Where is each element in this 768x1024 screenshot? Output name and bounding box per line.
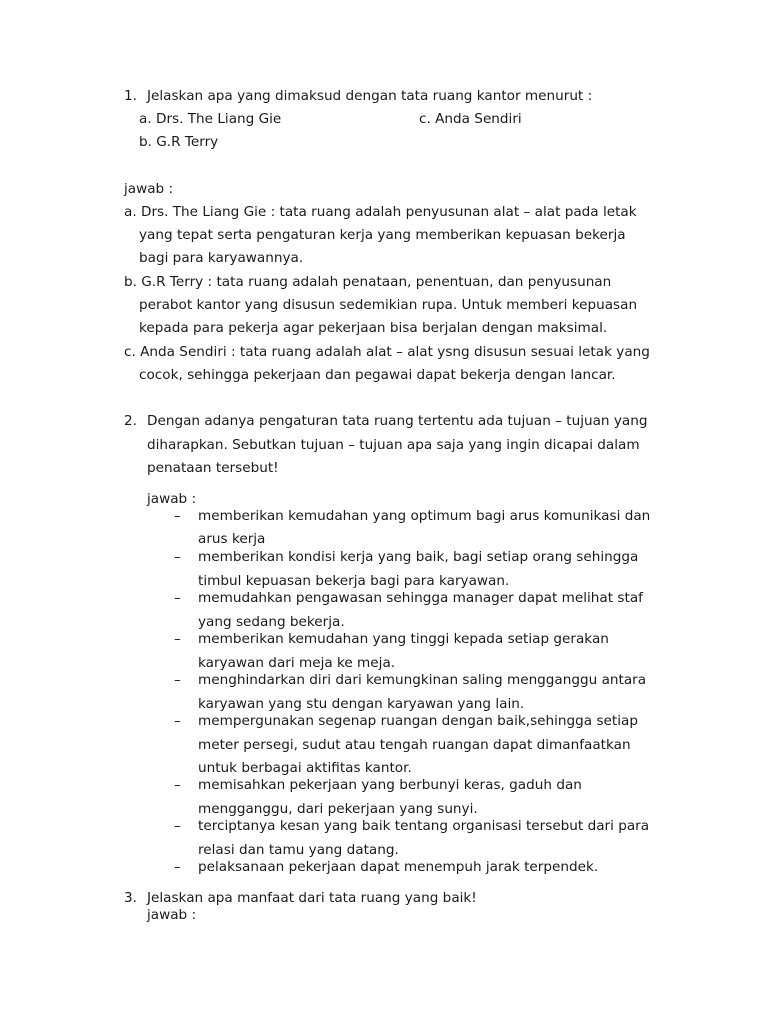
q1-answer-label: jawab : [124, 181, 174, 197]
q2-item-line: yang sedang bekerja. [198, 614, 345, 630]
q1-answer-a-line: bagi para karyawannya. [139, 250, 304, 266]
q2-item-line: relasi dan tamu yang datang. [198, 842, 399, 858]
q2-item-line: menghindarkan diri dari kemungkinan saling mengganggu antara [198, 672, 647, 688]
q2-question-line: Dengan adanya pengaturan tata ruang tertentu ada tujuan – tujuan yang [147, 413, 648, 429]
bullet-dash: – [174, 508, 181, 524]
q3-answer-label: jawab : [147, 907, 197, 923]
q2-item-line: karyawan dari meja ke meja. [198, 655, 396, 671]
q2-item-line: memudahkan pengawasan sehingga manager dapat melihat staf [198, 590, 643, 606]
q2-number: 2. [124, 413, 137, 429]
q2-item-line: karyawan yang stu dengan karyawan yang lain. [198, 696, 525, 712]
q2-question-line: diharapkan. Sebutkan tujuan – tujuan apa saja yang ingin dicapai dalam [147, 437, 640, 453]
q3-question: Jelaskan apa manfaat dari tata ruang yang baik! [147, 890, 477, 906]
q2-item-line: mempergunakan segenap ruangan dengan baik,sehingga setiap [198, 713, 638, 729]
q2-item-line: pelaksanaan pekerjaan dapat menempuh jarak terpendek. [198, 859, 599, 875]
q2-item-line: memisahkan pekerjaan yang berbunyi keras, gaduh dan [198, 777, 582, 793]
q2-item-line: memberikan kemudahan yang optimum bagi arus komunikasi dan [198, 508, 651, 524]
bullet-dash: – [174, 859, 181, 875]
bullet-dash: – [174, 818, 181, 834]
q2-item-line: untuk berbagai aktifitas kantor. [198, 760, 412, 776]
bullet-dash: – [174, 777, 181, 793]
q1-answer-b-line: perabot kantor yang disusun sedemikian rupa. Untuk memberi kepuasan [139, 297, 638, 313]
q1-option-c: c. Anda Sendiri [419, 111, 522, 127]
q1-answer-a-line: yang tepat serta pengaturan kerja yang memberikan kepuasan bekerja [139, 227, 626, 243]
q2-item-line: meter persegi, sudut atau tengah ruangan dapat dimanfaatkan [198, 737, 631, 753]
q3-number: 3. [124, 890, 137, 906]
q2-item-line: mengganggu, dari pekerjaan yang sunyi. [198, 801, 478, 817]
q2-item-line: timbul kepuasan bekerja bagi para karyawan. [198, 573, 510, 589]
q2-item-line: memberikan kondisi kerja yang baik, bagi setiap orang sehingga [198, 549, 639, 565]
q2-item-line: arus kerja [198, 531, 266, 547]
q1-answer-c-line: c. Anda Sendiri : tata ruang adalah alat – alat ysng disusun sesuai letak yang [124, 344, 650, 360]
bullet-dash: – [174, 590, 181, 606]
q1-answer-b-line: kepada para pekerja agar pekerjaan bisa berjalan dengan maksimal. [139, 320, 608, 336]
q1-option-b: b. G.R Terry [139, 134, 219, 150]
q1-answer-a-line: a. Drs. The Liang Gie : tata ruang adalah penyusunan alat – alat pada letak [124, 204, 637, 220]
q2-item-line: terciptanya kesan yang baik tentang organisasi tersebut dari para [198, 818, 650, 834]
bullet-dash: – [174, 672, 181, 688]
q1-question: Jelaskan apa yang dimaksud dengan tata ruang kantor menurut : [147, 88, 593, 104]
q2-question-line: penataan tersebut! [147, 460, 279, 476]
bullet-dash: – [174, 631, 181, 647]
q1-answer-c-line: cocok, sehingga pekerjaan dan pegawai dapat bekerja dengan lancar. [139, 367, 616, 383]
bullet-dash: – [174, 713, 181, 729]
bullet-dash: – [174, 549, 181, 565]
q2-item-line: memberikan kemudahan yang tinggi kepada setiap gerakan [198, 631, 609, 647]
q1-answer-b-line: b. G.R Terry : tata ruang adalah penataan, penentuan, dan penyusunan [124, 274, 612, 290]
q2-answer-label: jawab : [147, 491, 197, 507]
q1-option-a: a. Drs. The Liang Gie [139, 111, 282, 127]
q1-number: 1. [124, 88, 137, 104]
